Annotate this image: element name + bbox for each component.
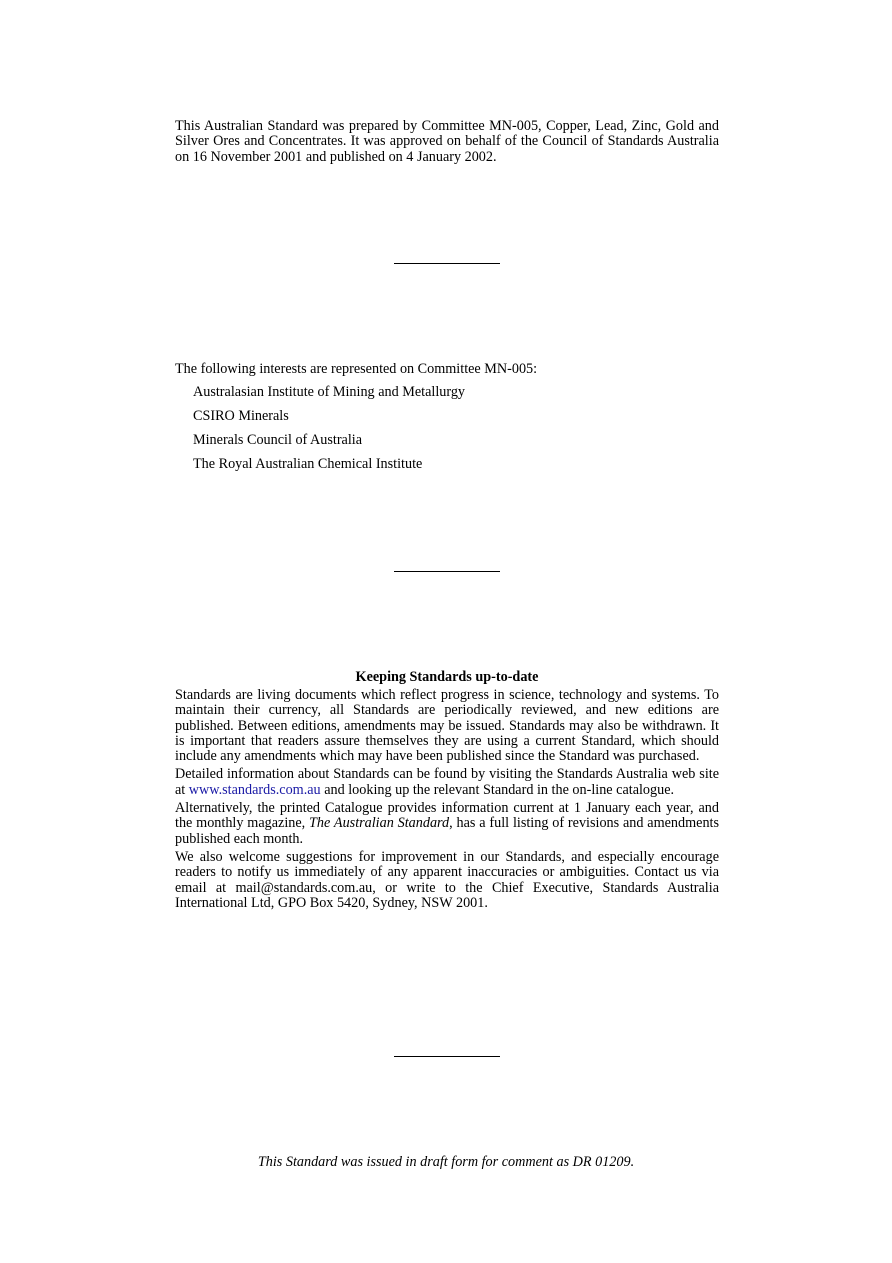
interest-item: CSIRO Minerals — [193, 408, 289, 424]
approval-statement: This Australian Standard was prepared by Committee MN-005, Copper, Lead, Zinc, Gold and Silver Ores and Concentrates. It was approved on behalf of the Council of Standards Australia on 16 November 2001 and published on 4 January 2002. — [175, 118, 719, 165]
interest-item: Minerals Council of Australia — [193, 432, 363, 448]
draft-issue-note: This Standard was issued in draft form for comment as DR 01209. — [257, 1154, 635, 1170]
keeping-paragraph-4: We also welcome suggestions for improvement in our Standards, and especially encourage readers to notify us immediately of any apparent inaccuracies or ambiguities. Contact us via email at mail@standards.com.au, or write to the Chief Executive, Standards Australia International Ltd, GPO Box 5420, Sydney, NSW 2001. — [175, 848, 719, 911]
section-divider — [394, 1056, 500, 1057]
keeping-paragraph-1: Standards are living documents which reflect progress in science, technology and systems. To maintain their currency, all Standards are periodically reviewed, and new editions are published. Between editions, amendments may be issued. Standards may also be withdrawn. It is important that readers assure themselves they are using a current Standard, which should include any amendments which may have been published since the Standard was purchased. — [175, 687, 719, 765]
standards-website-link[interactable]: www.standards.com.au — [188, 781, 321, 798]
section-divider — [394, 571, 500, 572]
keeping-paragraph-2 — [175, 767, 719, 798]
interest-item: The Royal Australian Chemical Institute — [193, 456, 423, 472]
section-divider — [394, 263, 500, 264]
interests-heading: The following interests are represented on Committee MN-005: — [175, 361, 538, 377]
keeping-paragraph-2-end: and looking up the relevant Standard in the on-line catalogue. — [324, 781, 675, 798]
keeping-paragraph-2-start: Detailed information about Standards can be found by visiting the Standards Australia web site at — [175, 766, 719, 798]
interest-item: Australasian Institute of Mining and Metallurgy — [193, 384, 466, 400]
keeping-standards-body — [175, 688, 719, 914]
magazine-title: The Australian Standard — [309, 815, 450, 832]
keeping-paragraph-3 — [175, 801, 719, 847]
keeping-paragraph-3-end: , has a full listing of revisions and amendments published each month. — [175, 815, 720, 847]
keeping-paragraph-3-start: Alternatively, the printed Catalogue provides information current at 1 January each year, and the monthly magazine, — [175, 800, 719, 832]
keeping-standards-title: Keeping Standards up-to-date — [355, 669, 539, 685]
